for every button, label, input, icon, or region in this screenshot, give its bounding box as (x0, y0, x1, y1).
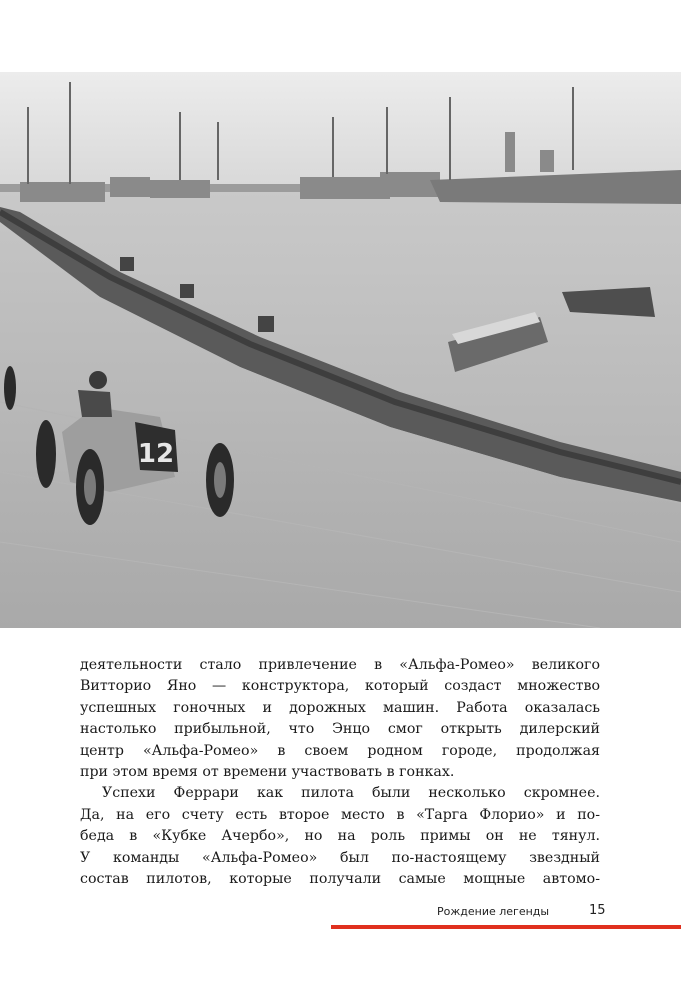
text-line: Витторио Яно — конструктора, который создаст множество (80, 678, 600, 695)
text-line: беда в «Кубке Ачербо», но на роль примы он не тянул. (80, 828, 600, 845)
text-line: настолько прибыльной, что Энцо смог открыть дилерский (80, 721, 600, 738)
car-number: 12 (137, 439, 175, 469)
text-line: Да, на его счету есть второе место в «Тарга Флорио» и по- (80, 806, 600, 823)
text-line: У команды «Альфа-Ромео» был по-настоящему звездный (80, 849, 600, 866)
text-line: при этом время от времени участвовать в гонках. (80, 764, 455, 781)
text-line: Успехи Феррари как пилота были несколько скромнее. (102, 785, 600, 802)
archival-photo-race-car-harbor (0, 72, 681, 628)
text-line: деятельности стало привлечение в «Альфа-Ромео» великого (80, 657, 600, 673)
text-line: состав пилотов, которые получали самые мощные автомо- (80, 871, 600, 888)
running-footer-title: Рождение легенды (437, 905, 550, 918)
page-number: 15 (589, 903, 606, 918)
footer-rule (331, 925, 681, 929)
body-text (80, 655, 600, 890)
text-line: центр «Альфа-Ромео» в своем родном городе, продолжая (80, 742, 600, 759)
text-line: успешных гоночных и дорожных машин. Работа оказалась (80, 699, 600, 716)
